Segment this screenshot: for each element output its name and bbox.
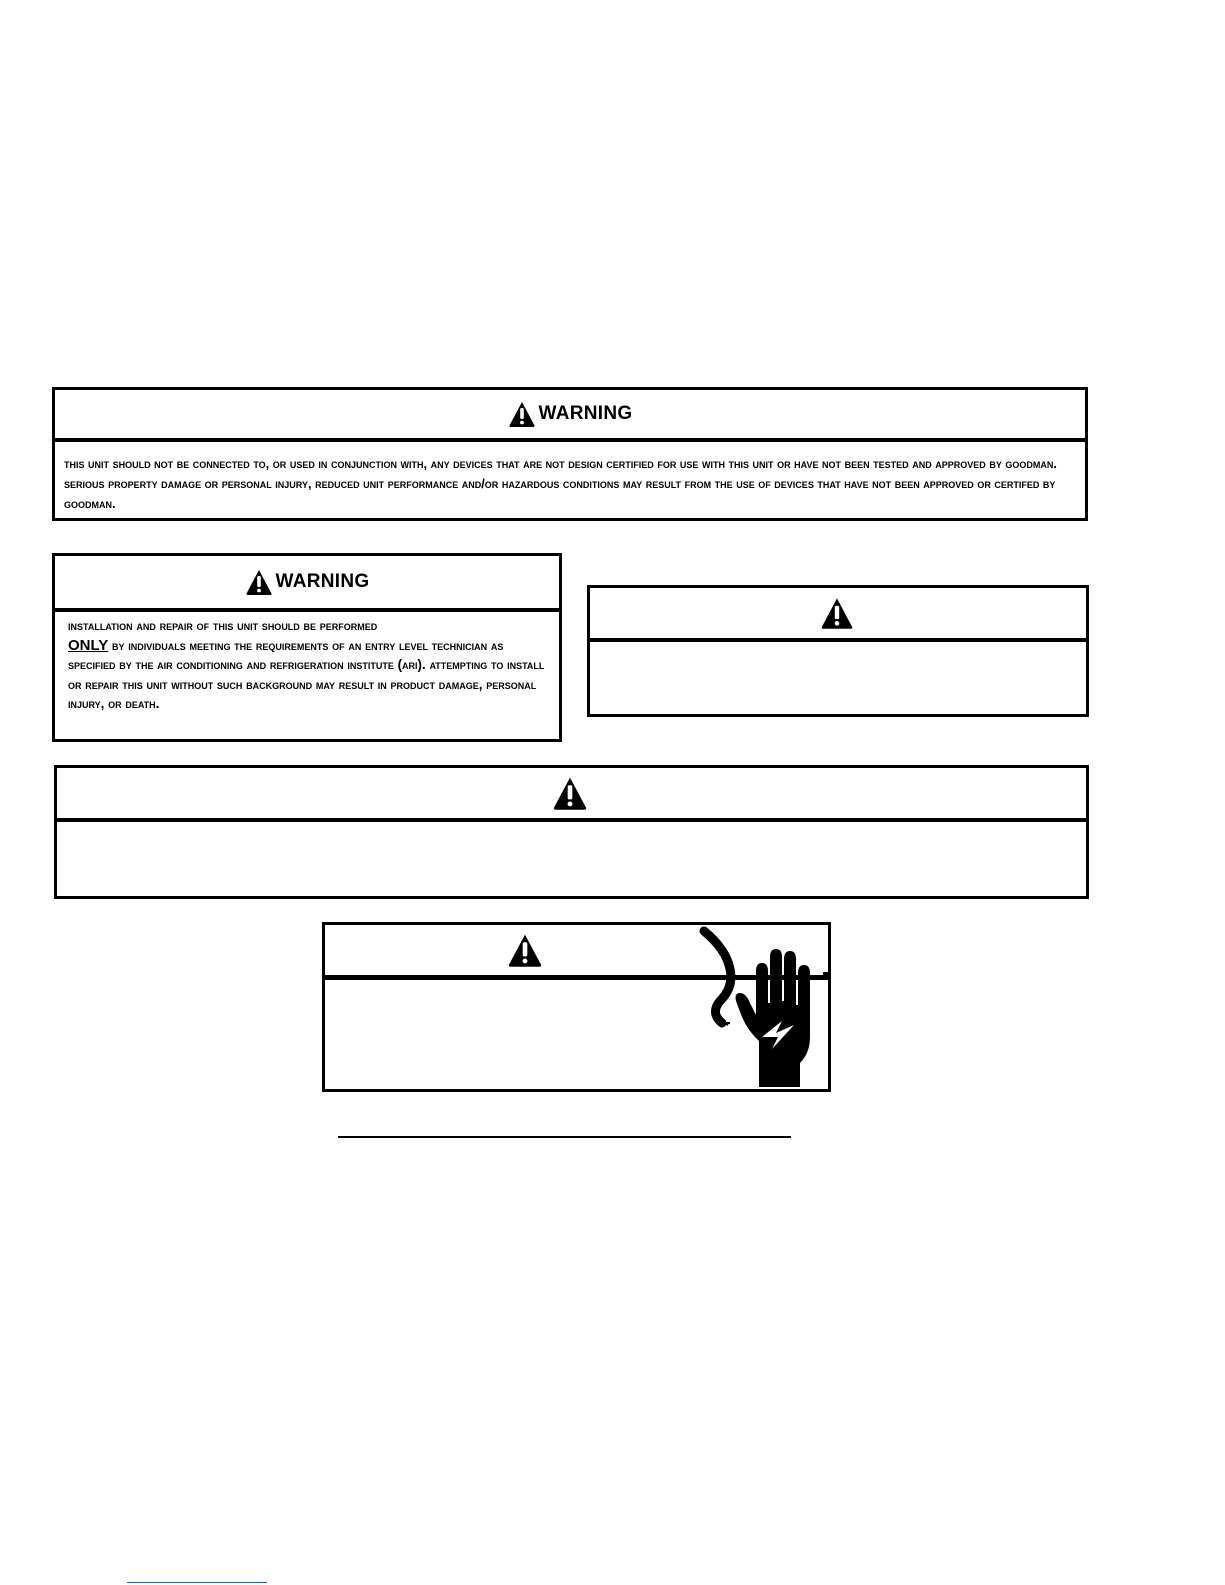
warning-header bbox=[57, 768, 1086, 822]
warning-box-blank-wide bbox=[54, 765, 1089, 899]
warning-box-electrical bbox=[322, 922, 831, 1092]
warning-triangle-icon bbox=[820, 596, 854, 630]
warning-triangle-icon bbox=[507, 932, 543, 968]
warning-triangle-icon bbox=[245, 568, 273, 596]
header-line-extension-tick bbox=[823, 972, 829, 976]
section-divider bbox=[338, 1136, 791, 1138]
warning-text bbox=[68, 616, 551, 714]
warning-box-blank-right bbox=[587, 585, 1089, 717]
warning-text-line1: installation and repair of this unit should be performed bbox=[68, 618, 378, 633]
warning-text: this unit should not be connected to, or used in conjunction with, any devices that are not design certified for use with this unit or have not been tested and approved by goodman. serious property damage or personal injury, reduced unit performance and/or hazardous conditions may result from the use of devices that have not been approved or certifed by goodman. bbox=[64, 456, 1057, 511]
warning-header bbox=[55, 556, 559, 612]
warning-text-rest: by individuals meeting the requirements of an entry level technician as specified by the air conditioning and refrigeration institute (ari). attempting to install or repair this unit without such background may result in product damage, personal injury, or death. bbox=[68, 637, 545, 711]
only-emphasis: ONLY bbox=[68, 636, 109, 654]
footer-hairline bbox=[127, 1582, 267, 1583]
warning-box-installation bbox=[52, 553, 562, 742]
warning-heading: WARNING bbox=[275, 571, 370, 592]
electric-shock-hand-icon bbox=[696, 921, 826, 1089]
warning-heading: WARNING bbox=[538, 403, 633, 424]
warning-triangle-icon bbox=[508, 400, 536, 428]
warning-box-devices bbox=[52, 387, 1088, 521]
warning-header bbox=[55, 390, 1085, 442]
warning-header bbox=[590, 588, 1086, 642]
warning-triangle-icon bbox=[552, 775, 588, 811]
